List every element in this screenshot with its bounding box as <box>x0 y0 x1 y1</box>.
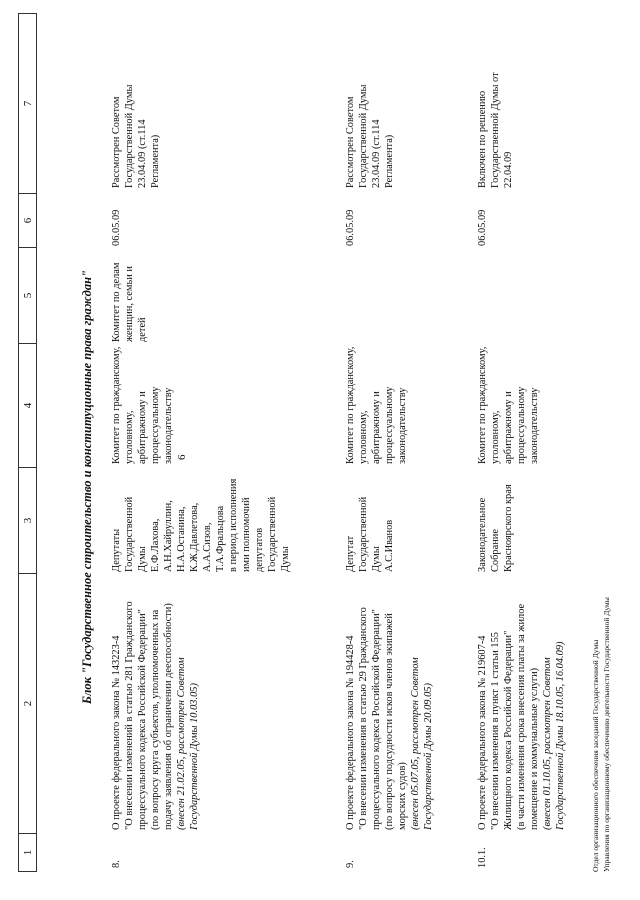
column-header-2: 2 <box>19 574 37 834</box>
column-header-3: 3 <box>19 468 37 574</box>
page-number: 6 <box>176 454 188 460</box>
responsible-committee: Комитет по гражданскому, уголовному, арбитражному и процессуальному законодательству <box>477 346 540 464</box>
bill-title: О проекте федерального закона № 194428-4 "О внесении изменения в статью 29 Гражданского процессуального кодекса Российской Федерации" (по вопросу подсудности исков членов экипажей морских судов) <box>345 607 408 830</box>
bill-note: (внесен 05.07.05, рассмотрен Советом Государственной Думы 20.09.05) <box>410 657 434 830</box>
co-executor-committee: Комитет по делам женщин, семьи и детей <box>111 262 148 342</box>
bill-title: О проекте федерального закона № 219607-4 "О внесении изменения в пункт 1 статьи 155 Жилищного кодекса Российской Федерации" (в части изменения срока внесения платы за жилое помещение и коммунальные услуги) <box>477 603 540 830</box>
council-decision: Включен по решению Государственной Думы от 22.04.09 <box>477 72 514 188</box>
column-header-7: 7 <box>19 14 37 194</box>
council-decision: Рассмотрен Советом Государственной Думы 23.04.09 (ст.114 Регламента) <box>345 84 395 188</box>
column-number-header <box>18 13 37 872</box>
council-decision: Рассмотрен Советом Государственной Думы 23.04.09 (ст.114 Регламента) <box>111 84 161 188</box>
bill-note: (внесен 01.10.05, рассмотрен Советом Государственной Думы 18.10.05, 16.04.09) <box>542 641 566 830</box>
column-header-6: 6 <box>19 194 37 248</box>
bill-description <box>476 582 567 830</box>
bill-initiator: Депутат Государственной Думы А.С.Иванов <box>345 496 395 572</box>
review-date: 06.05.09 <box>345 209 356 246</box>
column-header-4: 4 <box>19 344 37 468</box>
responsible-committee: Комитет по гражданскому, уголовному, арбитражному и процессуальному законодательству <box>111 346 174 464</box>
bill-description <box>344 582 435 830</box>
bill-note: (внесен 21.02.05, рассмотрен Советом Государственной Думы 10.03.05) <box>176 657 200 830</box>
bill-initiator: Законодательное Собрание Красноярского края <box>477 484 514 572</box>
responsible-committee: Комитет по гражданскому, уголовному, арбитражному и процессуальному законодательству <box>345 346 408 464</box>
block-title: Блок "Государственное строительство и конституционные права граждан" <box>80 270 94 704</box>
review-date: 06.05.09 <box>111 209 122 246</box>
row-number: 9. <box>345 860 356 868</box>
bill-initiator: Депутаты Государственной Думы Е.Ф.Лахова, А.Н.Хайруллин, Н.А.Останина, К.Ж.Давлетова, А.А.Сизов, Т.А.Фральцова в период исполнения ими полномочий депутатов Государственной Думы <box>111 478 291 572</box>
footer <box>590 597 612 872</box>
footer-line: Отдел организационного обеспечения заседаний Государственной Думы <box>591 639 600 872</box>
bill-title: О проекте федерального закона № 143223-4 "О внесении изменений в статью 281 Гражданского процессуального кодекса Российской Федерации" (по вопросу круга субъектов, уполномоченных на подачу заявления об ограничении дееспособности) <box>111 601 174 830</box>
footer-line: Управления по организационному обеспечению деятельности Государственной Думы <box>602 597 611 872</box>
bill-description <box>110 582 201 830</box>
column-header-5: 5 <box>19 248 37 344</box>
row-number: 10.1. <box>477 847 488 868</box>
review-date: 06.05.09 <box>477 209 488 246</box>
row-number: 8. <box>111 860 122 868</box>
column-header-1: 1 <box>19 834 37 872</box>
